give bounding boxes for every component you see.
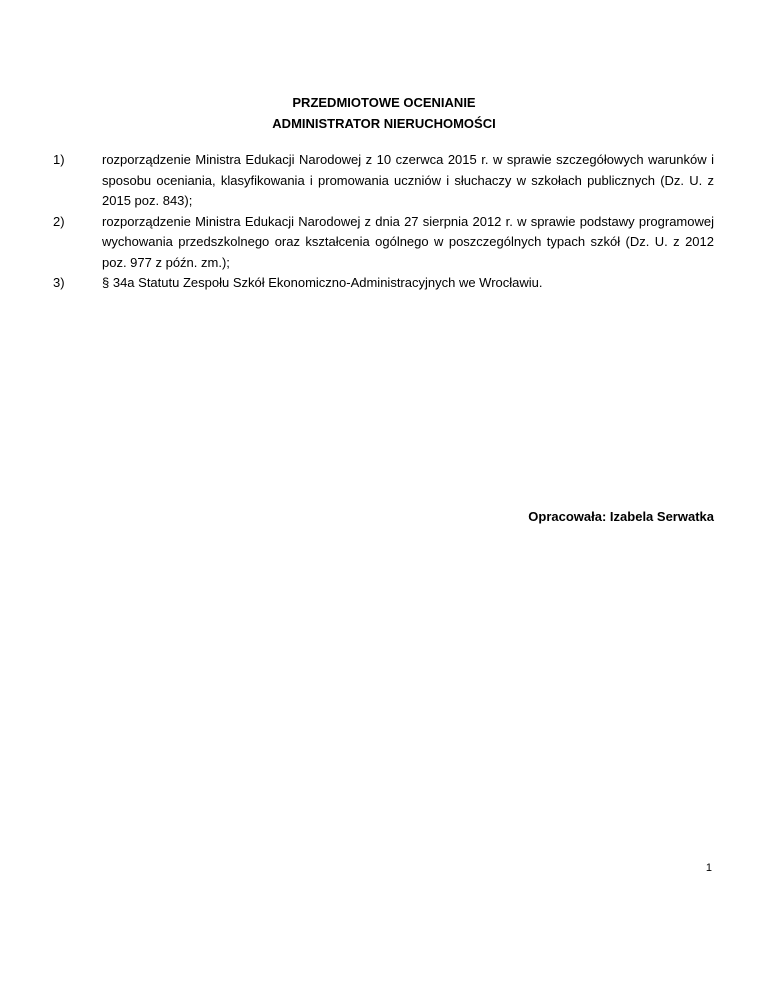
- title-line-1: PRZEDMIOTOWE OCENIANIE: [292, 95, 476, 110]
- list-item-number: 2): [53, 213, 65, 229]
- title-line-2: ADMINISTRATOR NIERUCHOMOŚCI: [272, 116, 496, 131]
- document-title: [0, 92, 768, 134]
- author-signature: Opracowała: Izabela Serwatka: [528, 509, 714, 524]
- list-item: [46, 273, 714, 294]
- list-item: [46, 212, 714, 274]
- list-item-text: § 34a Statutu Zespołu Szkół Ekonomiczno-Administracyjnych we Wrocławiu.: [102, 275, 543, 290]
- regulations-list: [46, 150, 714, 294]
- list-item-number: 1): [53, 152, 65, 167]
- list-item-text: rozporządzenie Ministra Edukacji Narodowej z dnia 27 sierpnia 2012 r. w sprawie podstawy programowej wychowania przedszkolnego oraz kształcenia ogólnego w poszczególnych typach szkół (Dz. U. z 2012 poz. 977 z późn. zm.);: [102, 213, 714, 270]
- list-item: [46, 150, 714, 212]
- list-item-text: rozporządzenie Ministra Edukacji Narodowej z 10 czerwca 2015 r. w sprawie szczegółowych warunków i sposobu oceniania, klasyfikowania i promowania uczniów i słuchaczy w szkołach publicznych (Dz. U. z 2015 poz. 843);: [102, 152, 714, 208]
- list-item-number: 3): [53, 275, 65, 290]
- page-number: 1: [705, 862, 712, 874]
